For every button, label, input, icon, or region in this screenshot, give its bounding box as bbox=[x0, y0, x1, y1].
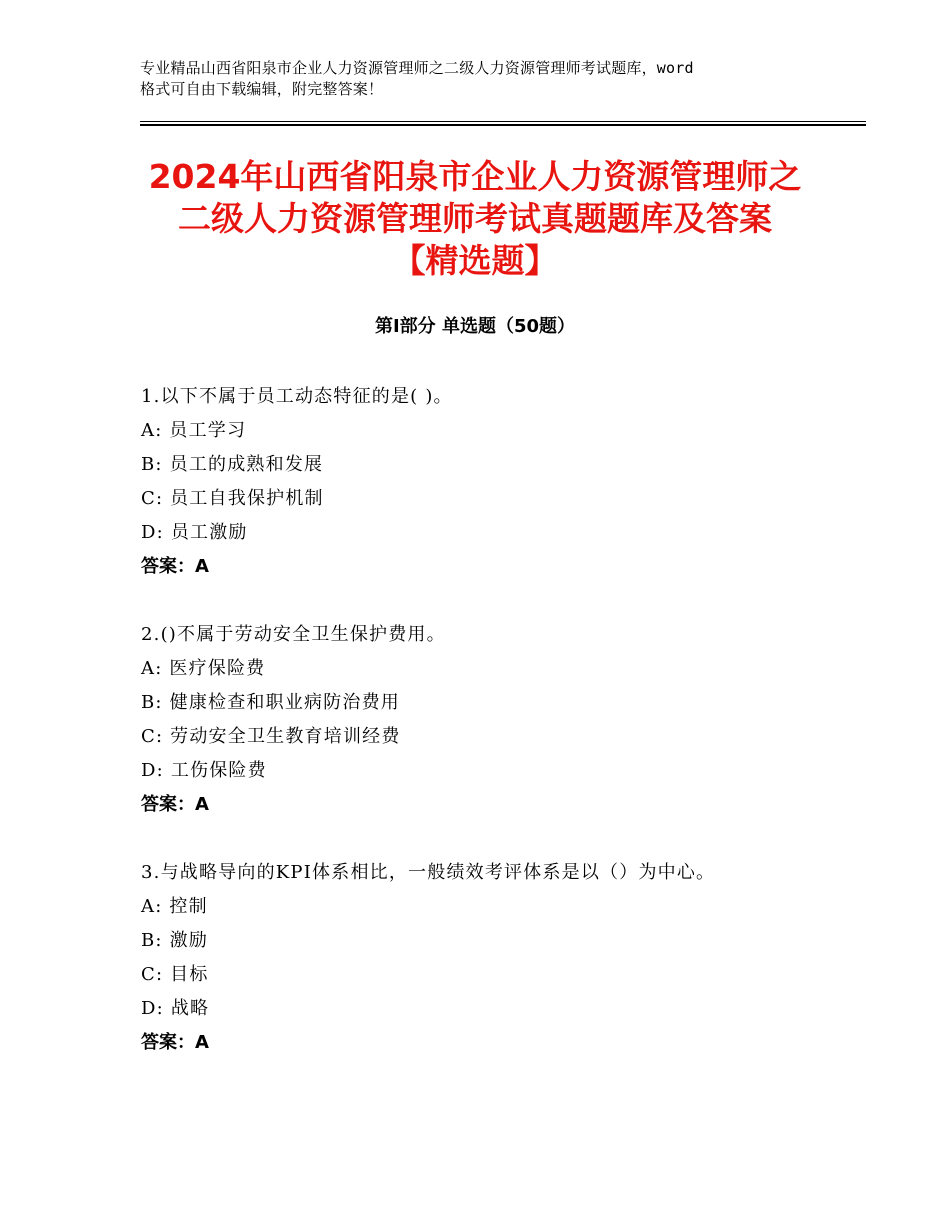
question-stem: 2.()不属于劳动安全卫生保护费用。 bbox=[141, 624, 446, 645]
answer: 答案：A bbox=[141, 794, 209, 815]
answer: 答案：A bbox=[141, 556, 209, 577]
answer: 答案：A bbox=[141, 1032, 209, 1053]
header-note-line-2: 格式可自由下载编辑，附完整答案！ bbox=[140, 80, 384, 98]
question-1 bbox=[141, 380, 861, 584]
option-b: B: 激励 bbox=[141, 930, 209, 951]
option-b: B: 健康检查和职业病防治费用 bbox=[141, 692, 401, 713]
question-list bbox=[141, 380, 861, 1094]
option-d: D: 工伤保险费 bbox=[141, 760, 267, 781]
question-stem: 3.与战略导向的KPI体系相比，一般绩效考评体系是以（）为中心。 bbox=[141, 862, 716, 883]
option-a: A: 控制 bbox=[141, 896, 208, 917]
option-a: A: 员工学习 bbox=[141, 420, 247, 441]
title-line-1: 2024年山西省阳泉市企业人力资源管理师之 bbox=[148, 157, 802, 196]
question-stem: 1.以下不属于员工动态特征的是( )。 bbox=[141, 386, 453, 407]
header-divider-thick bbox=[140, 124, 866, 126]
option-c: C: 员工自我保护机制 bbox=[141, 488, 324, 509]
title-line-3: 【精选题】 bbox=[392, 241, 558, 280]
header-note-line-1: 专业精品山西省阳泉市企业人力资源管理师之二级人力资源管理师考试题库，word bbox=[140, 59, 694, 77]
section-heading: 第Ⅰ部分 单选题（50题） bbox=[374, 316, 575, 337]
option-c: C: 劳动安全卫生教育培训经费 bbox=[141, 726, 401, 747]
header-divider-thin bbox=[140, 121, 866, 122]
question-2 bbox=[141, 618, 861, 822]
header-note bbox=[140, 58, 830, 100]
document-title bbox=[100, 156, 850, 282]
title-line-2: 二级人力资源管理师考试真题题库及答案 bbox=[178, 199, 772, 238]
question-3 bbox=[141, 856, 861, 1060]
option-c: C: 目标 bbox=[141, 964, 209, 985]
option-d: D: 战略 bbox=[141, 998, 210, 1019]
option-d: D: 员工激励 bbox=[141, 522, 248, 543]
option-b: B: 员工的成熟和发展 bbox=[141, 454, 324, 475]
option-a: A: 医疗保险费 bbox=[141, 658, 266, 679]
